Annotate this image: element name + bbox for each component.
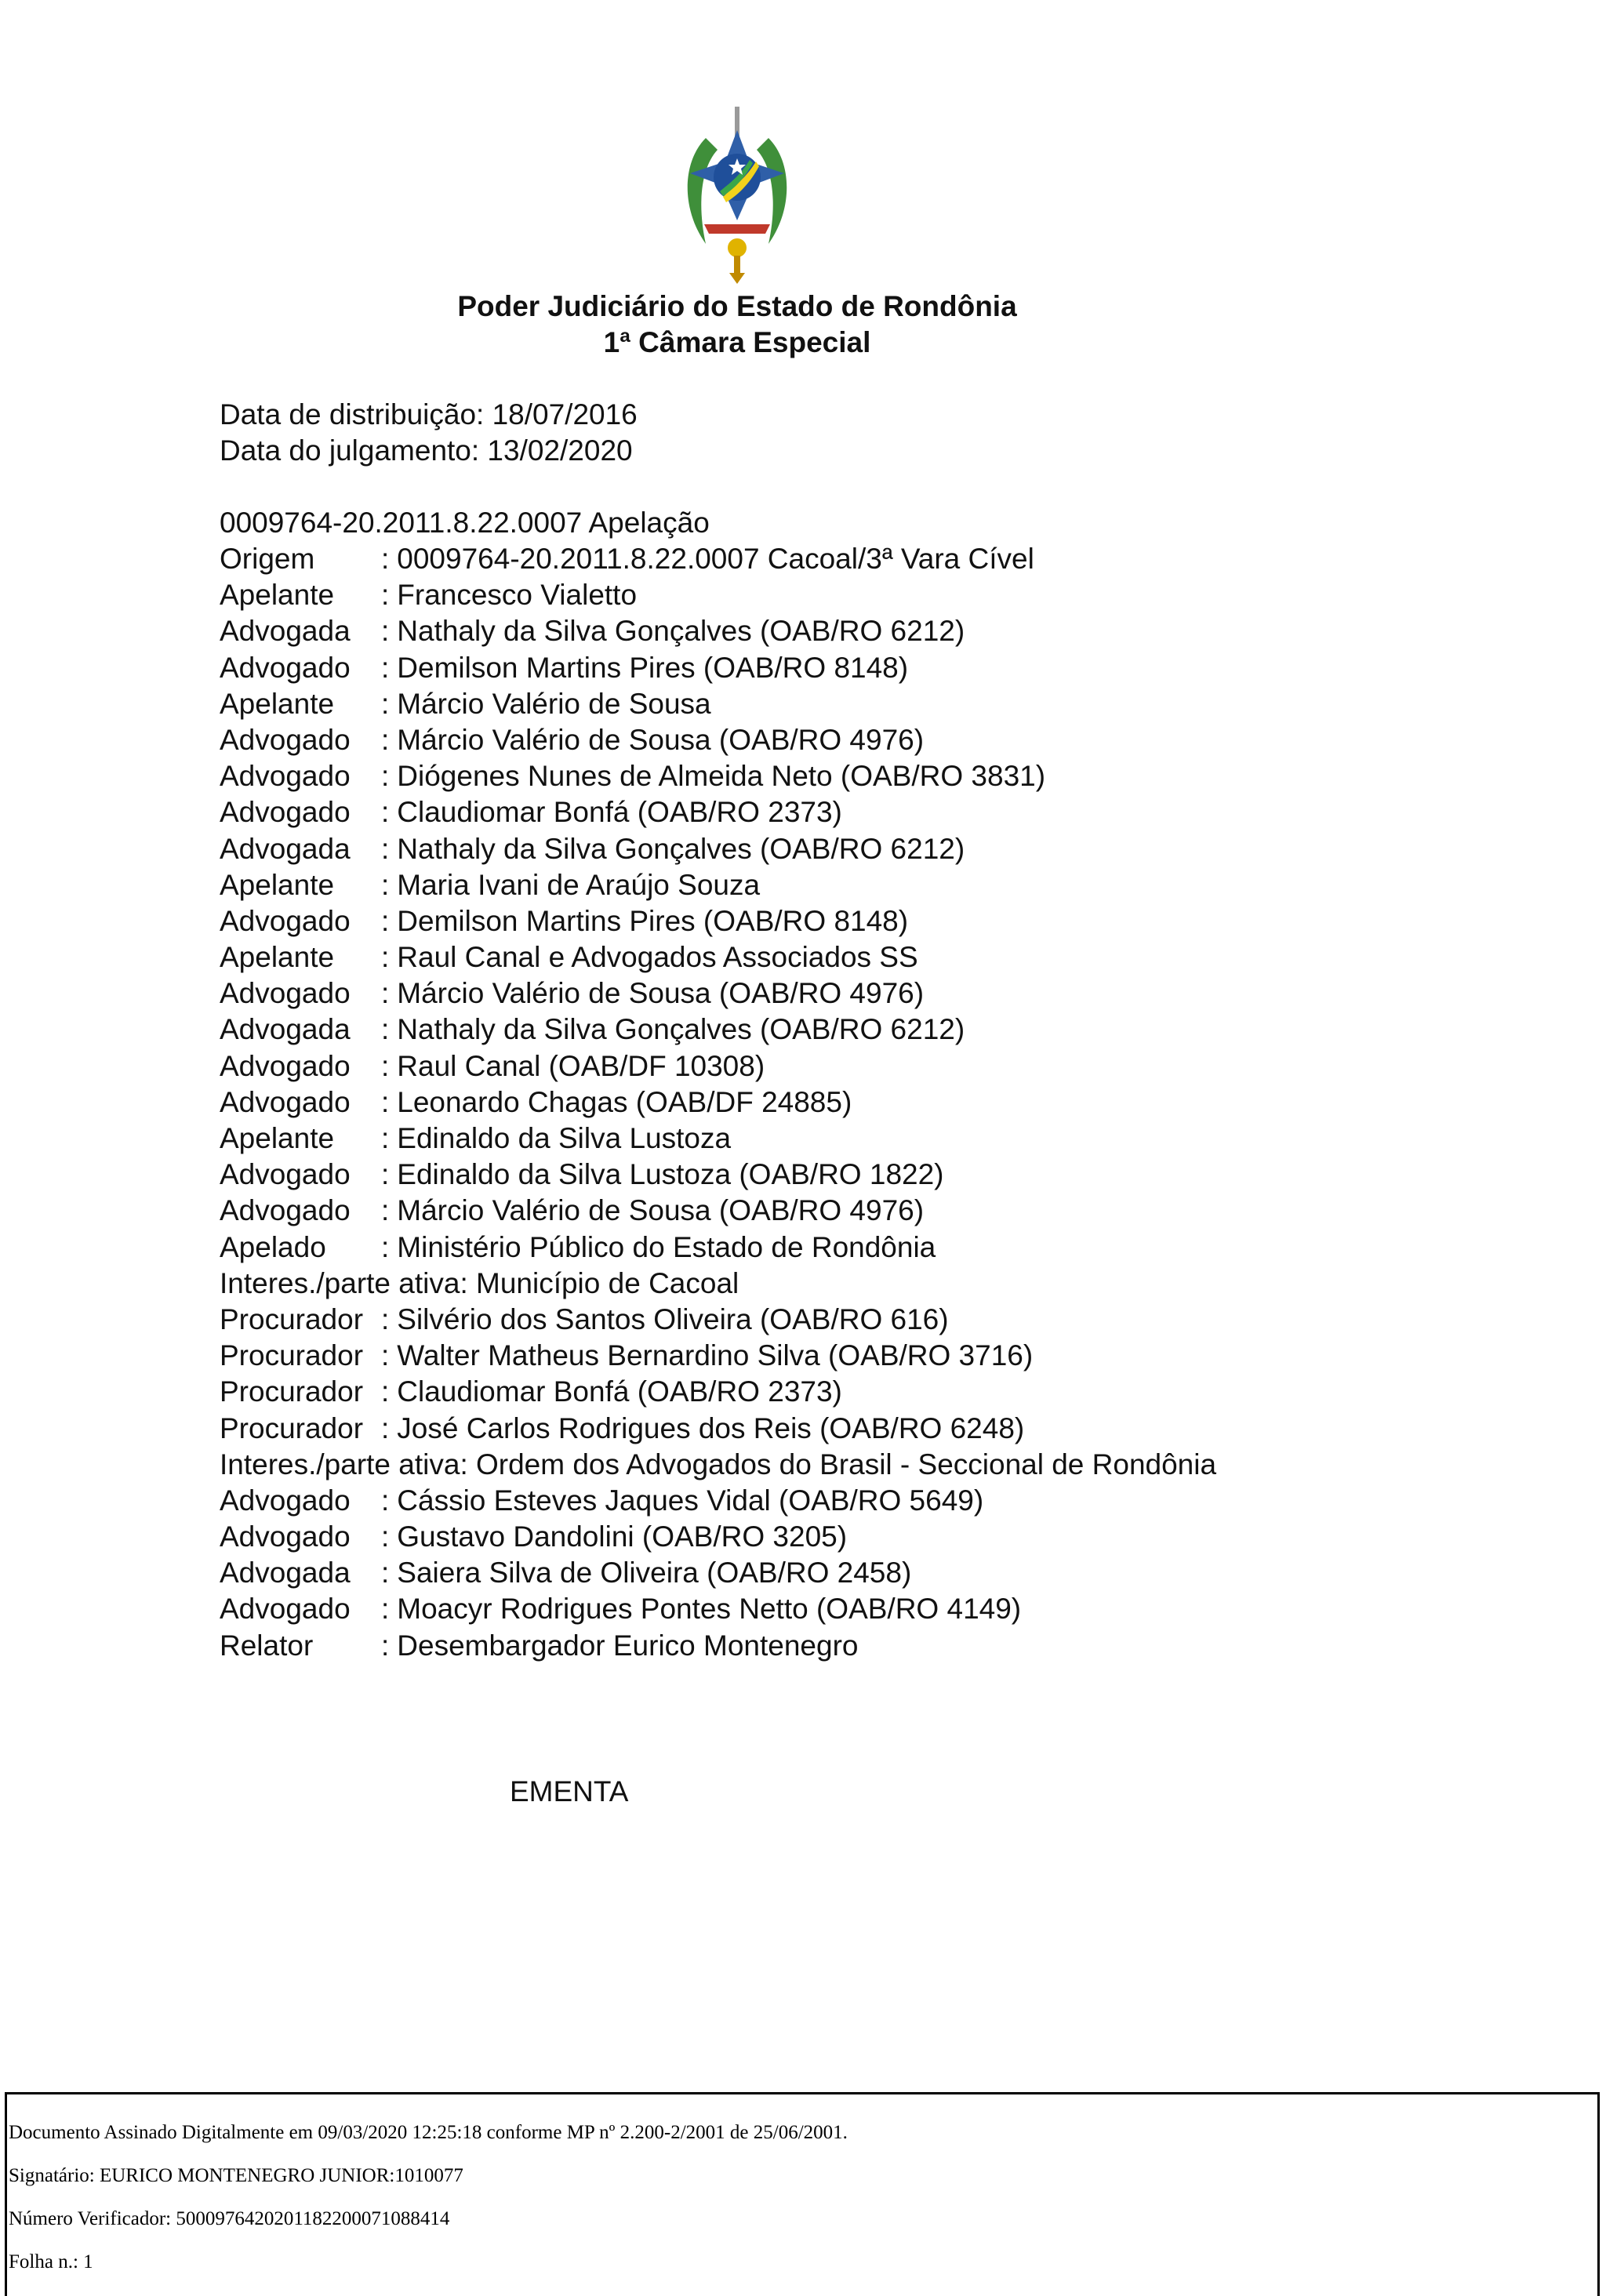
party-separator: : bbox=[381, 579, 390, 612]
verifier-number-line: Número Verificador: 5000976420201182200071088414 bbox=[9, 2208, 450, 2229]
party-separator: : bbox=[381, 1593, 390, 1626]
party-separator: : bbox=[381, 977, 390, 1010]
party-row bbox=[220, 1555, 1216, 1591]
party-row bbox=[220, 1048, 1216, 1084]
party-row bbox=[220, 650, 1216, 686]
party-role: Procurador bbox=[220, 1302, 364, 1335]
party-row bbox=[220, 1338, 1216, 1374]
court-name: Poder Judiciário do Estado de Rondônia bbox=[457, 290, 1017, 322]
signatory-line: Signatário: EURICO MONTENEGRO JUNIOR:1010077 bbox=[9, 2165, 463, 2186]
party-row bbox=[220, 1519, 1216, 1555]
party-name: 0009764-20.2011.8.22.0007 Cacoal/3ª Vara Cível bbox=[397, 543, 1034, 575]
party-row bbox=[220, 722, 1216, 758]
party-separator: : bbox=[381, 651, 390, 684]
party-role: Advogado bbox=[220, 1085, 351, 1118]
party-role: Apelante bbox=[220, 868, 335, 901]
party-row bbox=[220, 903, 1216, 939]
party-name: Raul Canal (OAB/DF 10308) bbox=[397, 1049, 765, 1082]
party-name: Maria Ivani de Araújo Souza bbox=[397, 868, 761, 901]
party-row bbox=[220, 686, 1216, 722]
party-separator: : bbox=[381, 1302, 390, 1335]
party-row bbox=[220, 975, 1216, 1012]
party-name: Nathaly da Silva Gonçalves (OAB/RO 6212) bbox=[397, 1013, 965, 1046]
party-separator: : bbox=[381, 1230, 390, 1263]
party-row bbox=[220, 794, 1216, 830]
party-role: Apelado bbox=[220, 1230, 326, 1263]
ementa-heading: EMENTA bbox=[510, 1775, 629, 1807]
party-row bbox=[220, 613, 1216, 649]
party-row bbox=[220, 577, 1216, 613]
party-role: Apelante bbox=[220, 687, 335, 720]
party-role: Relator bbox=[220, 1629, 314, 1662]
party-row bbox=[220, 1411, 1216, 1447]
party-name: Francesco Vialetto bbox=[397, 579, 638, 612]
party-separator: : bbox=[381, 1013, 390, 1046]
distribution-date: Data de distribuição: 18/07/2016 bbox=[220, 398, 638, 430]
party-row bbox=[220, 939, 1216, 975]
party-row bbox=[220, 1084, 1216, 1121]
party-role: Advogado bbox=[220, 723, 351, 756]
party-row bbox=[220, 1628, 1216, 1664]
party-role: Apelante bbox=[220, 1122, 335, 1154]
party-row bbox=[220, 541, 1216, 577]
party-role: Procurador bbox=[220, 1375, 364, 1408]
party-role: Advogado bbox=[220, 651, 351, 684]
party-role: Advogado bbox=[220, 796, 351, 829]
party-row bbox=[220, 1012, 1216, 1048]
party-separator: : bbox=[381, 904, 390, 937]
party-separator: : bbox=[381, 1194, 390, 1227]
parties-list bbox=[220, 541, 1216, 1664]
party-role: Advogado bbox=[220, 1049, 351, 1082]
party-role: Advogada bbox=[220, 1557, 351, 1589]
party-name: Claudiomar Bonfá (OAB/RO 2373) bbox=[397, 1375, 842, 1408]
party-separator: : bbox=[381, 1085, 390, 1118]
party-separator: : bbox=[381, 1484, 390, 1517]
party-name: Márcio Valério de Sousa bbox=[397, 687, 711, 720]
party-role: Advogado bbox=[220, 1520, 351, 1553]
page-number-line: Folha n.: 1 bbox=[9, 2251, 93, 2272]
party-row bbox=[220, 758, 1216, 794]
party-name: Raul Canal e Advogados Associados SS bbox=[397, 941, 918, 974]
party-role: Advogado bbox=[220, 904, 351, 937]
party-separator: : bbox=[381, 1158, 390, 1191]
party-role: Advogado bbox=[220, 1593, 351, 1626]
party-row bbox=[220, 1230, 1216, 1266]
party-separator: : bbox=[381, 543, 390, 575]
party-name: Desembargador Eurico Montenegro bbox=[397, 1629, 859, 1662]
party-separator: : bbox=[381, 1375, 390, 1408]
party-name: Demilson Martins Pires (OAB/RO 8148) bbox=[397, 904, 909, 937]
party-row bbox=[220, 1157, 1216, 1193]
party-separator: : bbox=[381, 687, 390, 720]
party-separator: : bbox=[381, 1557, 390, 1589]
party-row bbox=[220, 1302, 1216, 1338]
party-separator: : bbox=[381, 1411, 390, 1444]
party-separator: : bbox=[381, 832, 390, 865]
party-row bbox=[220, 1591, 1216, 1627]
party-row bbox=[220, 1266, 1216, 1302]
party-full-line: Interes./parte ativa: Ordem dos Advogados do Brasil - Seccional de Rondônia bbox=[220, 1448, 1217, 1480]
party-role: Advogada bbox=[220, 615, 351, 648]
party-row bbox=[220, 867, 1216, 903]
party-role: Advogado bbox=[220, 1194, 351, 1227]
party-name: Gustavo Dandolini (OAB/RO 3205) bbox=[397, 1520, 848, 1553]
party-separator: : bbox=[381, 796, 390, 829]
party-separator: : bbox=[381, 868, 390, 901]
party-row bbox=[220, 1193, 1216, 1229]
party-name: Edinaldo da Silva Lustoza (OAB/RO 1822) bbox=[397, 1158, 944, 1191]
party-name: Márcio Valério de Sousa (OAB/RO 4976) bbox=[397, 723, 925, 756]
party-separator: : bbox=[381, 1122, 390, 1154]
signature-date-line: Documento Assinado Digitalmente em 09/03/2020 12:25:18 conforme MP nº 2.200-2/2001 de 25/06/2001. bbox=[9, 2122, 848, 2143]
party-role: Advogado bbox=[220, 977, 351, 1010]
party-role: Advogado bbox=[220, 1484, 351, 1517]
party-name: Ministério Público do Estado de Rondônia bbox=[397, 1230, 936, 1263]
chamber-name: 1ª Câmara Especial bbox=[603, 326, 871, 358]
party-name: Saiera Silva de Oliveira (OAB/RO 2458) bbox=[397, 1557, 912, 1589]
party-name: José Carlos Rodrigues dos Reis (OAB/RO 6248) bbox=[397, 1411, 1025, 1444]
party-name: Márcio Valério de Sousa (OAB/RO 4976) bbox=[397, 1194, 925, 1227]
digital-signature-box bbox=[5, 2092, 1600, 2296]
party-name: Diógenes Nunes de Almeida Neto (OAB/RO 3831) bbox=[397, 760, 1046, 793]
party-full-line: Interes./parte ativa: Município de Cacoal bbox=[220, 1266, 739, 1299]
party-name: Silvério dos Santos Oliveira (OAB/RO 616) bbox=[397, 1302, 949, 1335]
party-separator: : bbox=[381, 1520, 390, 1553]
party-name: Cássio Esteves Jaques Vidal (OAB/RO 5649) bbox=[397, 1484, 984, 1517]
party-role: Advogado bbox=[220, 1158, 351, 1191]
party-separator: : bbox=[381, 941, 390, 974]
party-name: Leonardo Chagas (OAB/DF 24885) bbox=[397, 1085, 852, 1118]
party-name: Moacyr Rodrigues Pontes Netto (OAB/RO 4149) bbox=[397, 1593, 1022, 1626]
party-row bbox=[220, 1447, 1216, 1483]
party-name: Demilson Martins Pires (OAB/RO 8148) bbox=[397, 651, 909, 684]
party-role: Advogada bbox=[220, 832, 351, 865]
coat-of-arms-icon bbox=[674, 107, 800, 284]
party-row bbox=[220, 1483, 1216, 1519]
party-role: Procurador bbox=[220, 1411, 364, 1444]
party-row bbox=[220, 1121, 1216, 1157]
party-role: Advogado bbox=[220, 760, 351, 793]
case-title: 0009764-20.2011.8.22.0007 Apelação bbox=[220, 507, 710, 539]
party-name: Claudiomar Bonfá (OAB/RO 2373) bbox=[397, 796, 842, 829]
party-role: Apelante bbox=[220, 579, 335, 612]
party-name: Walter Matheus Bernardino Silva (OAB/RO 3716) bbox=[397, 1339, 1034, 1372]
party-row bbox=[220, 1374, 1216, 1410]
party-row bbox=[220, 831, 1216, 867]
party-name: Nathaly da Silva Gonçalves (OAB/RO 6212) bbox=[397, 615, 965, 648]
party-role: Advogada bbox=[220, 1013, 351, 1046]
party-separator: : bbox=[381, 723, 390, 756]
party-separator: : bbox=[381, 615, 390, 648]
party-role: Apelante bbox=[220, 941, 335, 974]
party-name: Márcio Valério de Sousa (OAB/RO 4976) bbox=[397, 977, 925, 1010]
party-role: Origem bbox=[220, 543, 315, 575]
party-name: Edinaldo da Silva Lustoza bbox=[397, 1122, 732, 1154]
party-separator: : bbox=[381, 1339, 390, 1372]
party-separator: : bbox=[381, 760, 390, 793]
party-name: Nathaly da Silva Gonçalves (OAB/RO 6212) bbox=[397, 832, 965, 865]
party-separator: : bbox=[381, 1629, 390, 1662]
judgment-date: Data do julgamento: 13/02/2020 bbox=[220, 434, 633, 467]
party-role: Procurador bbox=[220, 1339, 364, 1372]
party-separator: : bbox=[381, 1049, 390, 1082]
